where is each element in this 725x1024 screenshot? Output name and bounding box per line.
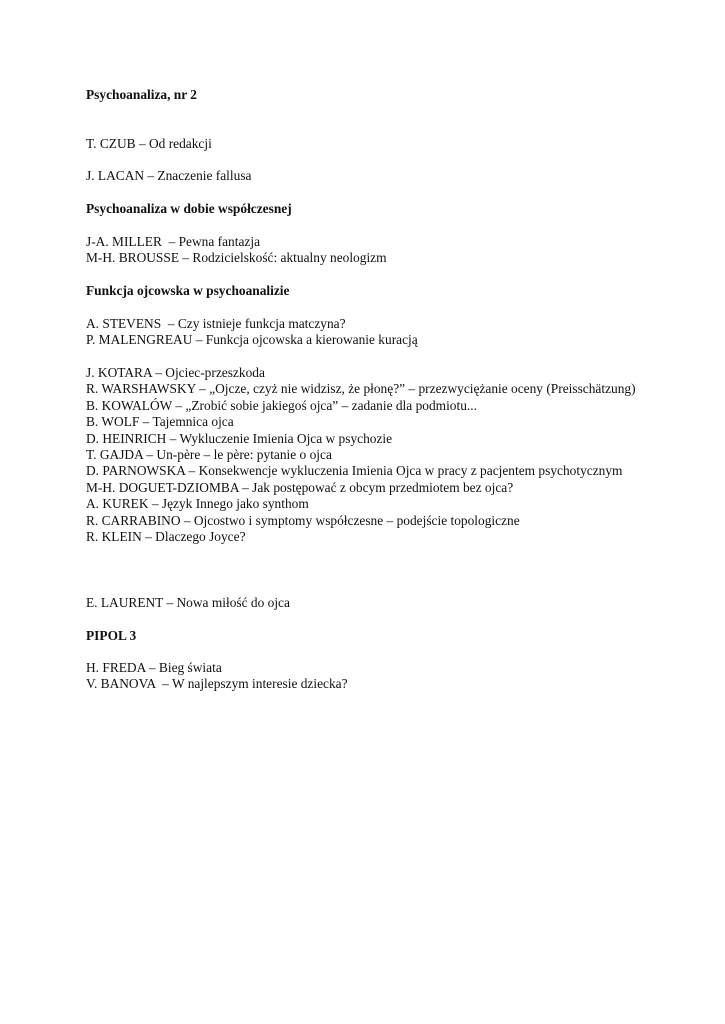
toc-entry: T. GAJDA – Un-père – le père: pytanie o ojca [86,447,332,463]
entry-group [86,595,646,611]
toc-entry: J. KOTARA – Ojciec-przeszkoda [86,365,265,380]
toc-entry: M-H. DOGUET-DZIOMBA – Jak postępować z obcym przedmiotem bez ojca? [86,479,514,495]
section-heading-block [86,628,646,644]
section-heading: Psychoanaliza w dobie współczesnej [86,201,292,216]
toc-entry: T. CZUB – Od redakcji [86,136,212,151]
toc-entry: A. STEVENS – Czy istnieje funkcja matczyna? [86,316,346,331]
toc-entry: D. HEINRICH – Wykluczenie Imienia Ojca w psychozie [86,430,393,446]
toc-entry: J. LACAN – Znaczenie fallusa [86,168,252,183]
toc-entry: D. PARNOWSKA – Konsekwencje wykluczenia Imienia Ojca w pracy z pacjentem psychotycznym [86,463,623,479]
toc-entry: M-H. BROUSSE – Rodzicielskość: aktualny neologizm [86,250,387,266]
toc-entry: R. CARRABINO – Ojcostwo i symptomy współczesne – podejście topologiczne [86,512,520,528]
toc-entry: A. KUREK – Język Innego jako synthom [86,496,309,512]
intro-entry-1-block [86,136,646,152]
section-heading: Funkcja ojcowska w psychoanalizie [86,283,290,298]
toc-entry: V. BANOVA – W najlepszym interesie dziecka? [86,676,348,692]
toc-entry: J-A. MILLER – Pewna fantazja [86,234,261,249]
entry-group [86,660,646,693]
section-heading: PIPOL 3 [86,628,137,643]
document-title: Psychoanaliza, nr 2 [86,87,197,102]
toc-entry: R. WARSHAWSKY – „Ojcze, czyż nie widzisz, że płonę?” – przezwyciężanie oceny (Preisschätzung) [86,381,636,397]
section-heading-block [86,201,646,217]
toc-entry: B. KOWALÓW – „Zrobić sobie jakiegoś ojca” – zadanie dla podmiotu... [86,397,477,413]
entry-group [86,365,646,545]
intro-entry-2-block [86,168,646,184]
toc-entry: R. KLEIN – Dlaczego Joyce? [86,529,246,545]
toc-entry: P. MALENGREAU – Funkcja ojcowska a kierowanie kuracją [86,332,418,348]
entry-group [86,234,646,267]
section-heading-block [86,283,646,299]
toc-entry: H. FREDA – Bieg świata [86,660,222,675]
toc-entry: B. WOLF – Tajemnica ojca [86,414,234,430]
toc-entry: E. LAURENT – Nowa miłość do ojca [86,595,290,610]
entry-group [86,316,646,349]
